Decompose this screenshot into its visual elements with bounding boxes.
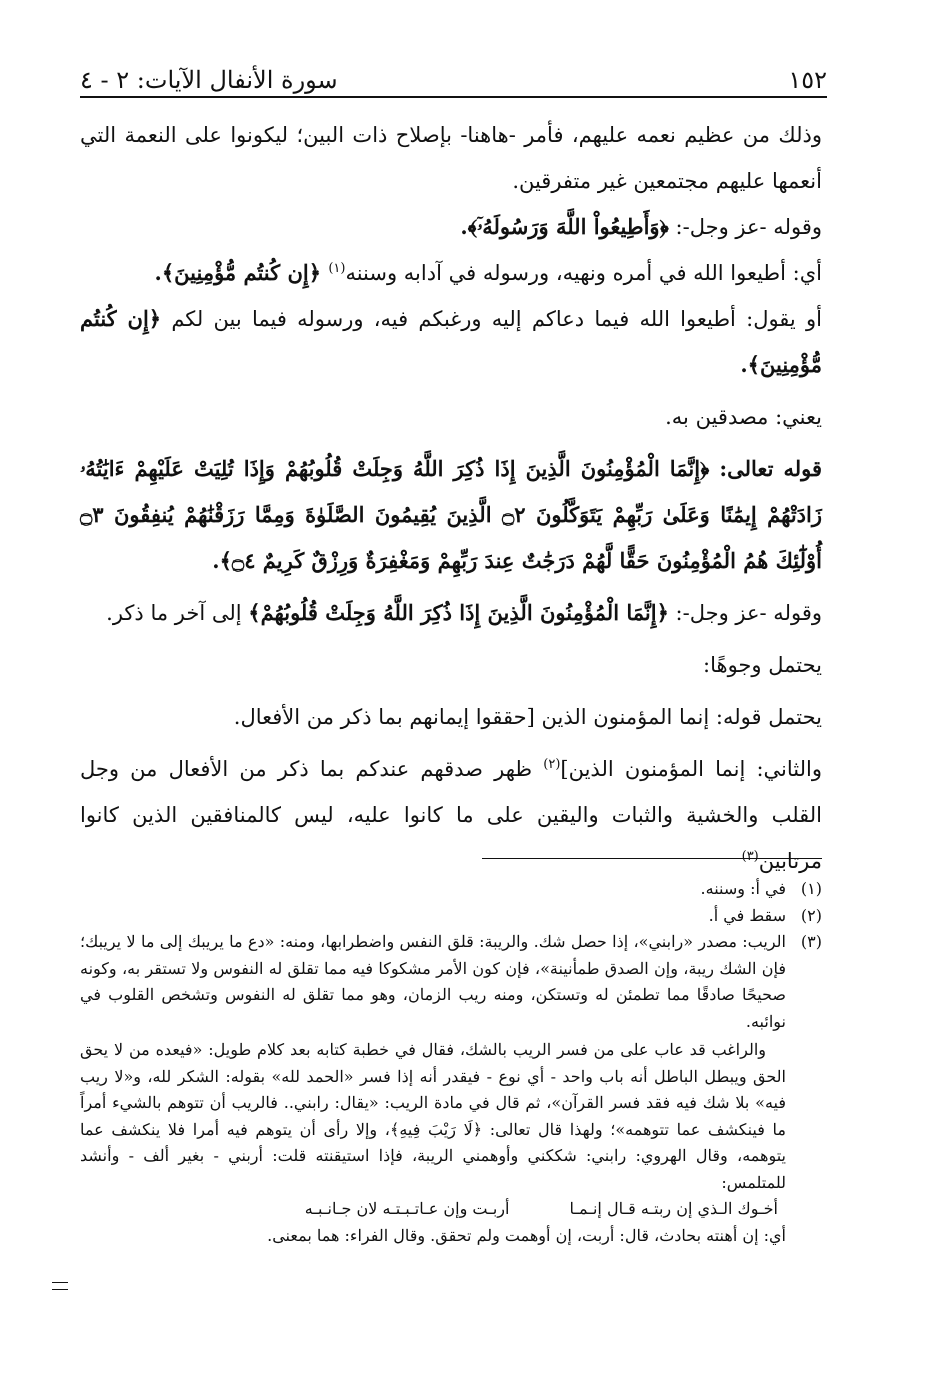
page-header — [80, 58, 827, 94]
footnote-ref-1[interactable]: (١) — [328, 261, 346, 276]
margin-mark — [52, 1282, 68, 1290]
paragraph-4-text: أو يقول: أطيعوا الله فيما دعاكم إليه ورغبكم فيه، ورسوله فيما بين لكم — [161, 307, 822, 331]
footnote-1 — [80, 876, 822, 903]
paragraph-9: يحتمل قوله: إنما المؤمنون الذين [حققوا إيمانهم بما ذكر من الأفعال. — [233, 705, 822, 729]
paragraph-5: يعني: مصدقين به. — [665, 405, 822, 429]
quran-quote: ﴿إِن كُنتُم مُّؤْمِنِينَ﴾. — [80, 306, 822, 377]
paragraph-10-b: ظهر صدقهم عندكم بما ذكر من الأفعال من وجل القلب والخشية والثبات واليقين على ما كانوا عليه، ليس كالمنافقين الذين كانوا مرتابين — [80, 757, 822, 873]
footnote-number: (٢) — [800, 905, 822, 925]
main-text — [80, 112, 822, 884]
paragraph-3-text: أي: أطيعوا الله في أمره ونهيه، ورسوله في آدابه وسننه — [345, 261, 822, 285]
footnote-3-closing: أي: إن أهنته بحادث، قال: أربت، إن أوهمت ولم تحقق. وقال الفراء: هما بمعنى. — [267, 1225, 786, 1245]
poem-hemistich-1: أخـوك الـذي إن ربتـه قـال إنـمـا — [569, 1199, 778, 1218]
paragraph-7-lead: وقوله -عز وجل-: — [668, 601, 822, 625]
paragraph-4 — [80, 296, 822, 388]
footnote-number: (١) — [800, 879, 822, 898]
running-title: سورة الأنفال الآيات: ٢ - ٤ — [80, 66, 338, 94]
footnote-ref-2[interactable]: (٢) — [543, 757, 561, 772]
footnote-number: (٣) — [800, 932, 822, 951]
header-rule — [80, 96, 827, 98]
footnotes — [80, 876, 822, 1249]
paragraph-7 — [80, 590, 822, 636]
paragraph-10 — [80, 746, 822, 884]
footnote-3-continuation: والراغب قد عاب على من فسر الريب بالشك، فقال في خطبة كتابه بعد كلام طويل: «فيعده من لا يحق الحق ويبطل الباطل أنه باب واحد - أي نوع - فيقدر أنه إذا فسر «الحمد لله» بقوله: الشكر لله، و«لا ريب فيه» بلا شك فيه فقد فسر القرآن»، ثم قال في مادة الريب: «يقال: رابني.. فالريب أن تتوهم بالشيء أمراً ما فينكشف عما تتوهمه»؛ ولهذا قال تعالى: ﴿لَا رَيْبَ فِيهِ﴾، وإلا رأى أن يتوهم فيه أمرا فلا ينكشف عما يتوهمه، وقال الهروي: رابني: شككني وأوهمني الريبة، فإذا استيقنته قلت: أربني - بغير ألف - وأنشد للمتلمس: — [80, 1040, 787, 1192]
quran-quote: ﴿إِن كُنتُم مُّؤْمِنِينَ﴾. — [154, 260, 329, 285]
paragraph-3 — [80, 250, 822, 296]
footnote-text: الريب: مصدر «رابني»، إذا حصل شك. والريبة: قلق النفس واضطرابها، ومنه: «دع ما يريبك إلى ما لا يريبك؛ فإن الشك ريبة، وإن الصدق طمأنينة»، فإن كون الأمر مشكوكا فيه مما تقلق له النفوس ولا تستقر به، وكونه صحيحًا صادقًا مما تطمئن له وتستكن، ومنه ريب الزمان، وهو مما تقلق له النفوس وتشخص القلوب في نوائبه. — [80, 932, 786, 1031]
footnote-text: في أ: وسننه. — [700, 879, 786, 898]
footnote-2 — [80, 903, 822, 930]
paragraph-10-a: والثاني: إنما المؤمنون الذين] — [560, 757, 822, 781]
paragraph-7-tail: إلى آخر ما ذكر. — [106, 601, 249, 625]
poem-verse — [80, 1196, 822, 1223]
footnote-ref-3[interactable]: (٣) — [741, 849, 759, 864]
paragraph-8: يحتمل وجوهًا: — [703, 653, 822, 677]
quran-verses: ﴿إِنَّمَا الْمُؤْمِنُونَ الَّذِينَ إِذَا ذُكِرَ اللَّهُ وَجِلَتْ قُلُوبُهُمْ وَإِذَا تُلِيَتْ عَلَيْهِمْ ءَايَٰتُهُۥ زَادَتْهُمْ إِيمَٰنًا وَعَلَىٰ رَبِّهِمْ يَتَوَكَّلُونَ ۝٢ الَّذِينَ يُقِيمُونَ الصَّلَوٰةَ وَمِمَّا رَزَقْنَٰهُمْ يُنفِقُونَ ۝٣ أُوْلَٰٓئِكَ هُمُ الْمُؤْمِنُونَ حَقًّا لَّهُمْ دَرَجَٰتٌ عِندَ رَبِّهِمْ وَمَغْفِرَةٌ وَرِزْقٌ كَرِيمٌ ۝٤﴾. — [80, 456, 822, 573]
paragraph-1: وذلك من عظيم نعمه عليهم، فأمر -هاهنا- بإصلاح ذات البين؛ ليكونوا على النعمة التي أنعمها عليهم مجتمعين غير متفرقين. — [80, 123, 822, 193]
verse-heading: قوله تعالى: — [709, 456, 822, 481]
footnote-text: سقط في أ. — [708, 905, 786, 925]
paragraph-6 — [80, 446, 822, 584]
poem-hemistich-2: أربـت وإن عـاتـبـتـه لان جـانـبـه — [304, 1199, 510, 1218]
footnote-3 — [80, 929, 822, 1035]
page-number: ١٥٢ — [788, 66, 827, 94]
quran-quote: ﴿إِنَّمَا الْمُؤْمِنُونَ الَّذِينَ إِذَا ذُكِرَ اللَّهُ وَجِلَتْ قُلُوبُهُمْ﴾ — [248, 600, 669, 625]
paragraph-2 — [80, 204, 822, 250]
quran-quote: ﴿وَأَطِيعُواْ اللَّهَ وَرَسُولَهُۥٓ﴾. — [460, 214, 669, 239]
footnote-rule — [482, 858, 822, 859]
paragraph-2-lead: وقوله -عز وجل-: — [668, 215, 822, 239]
